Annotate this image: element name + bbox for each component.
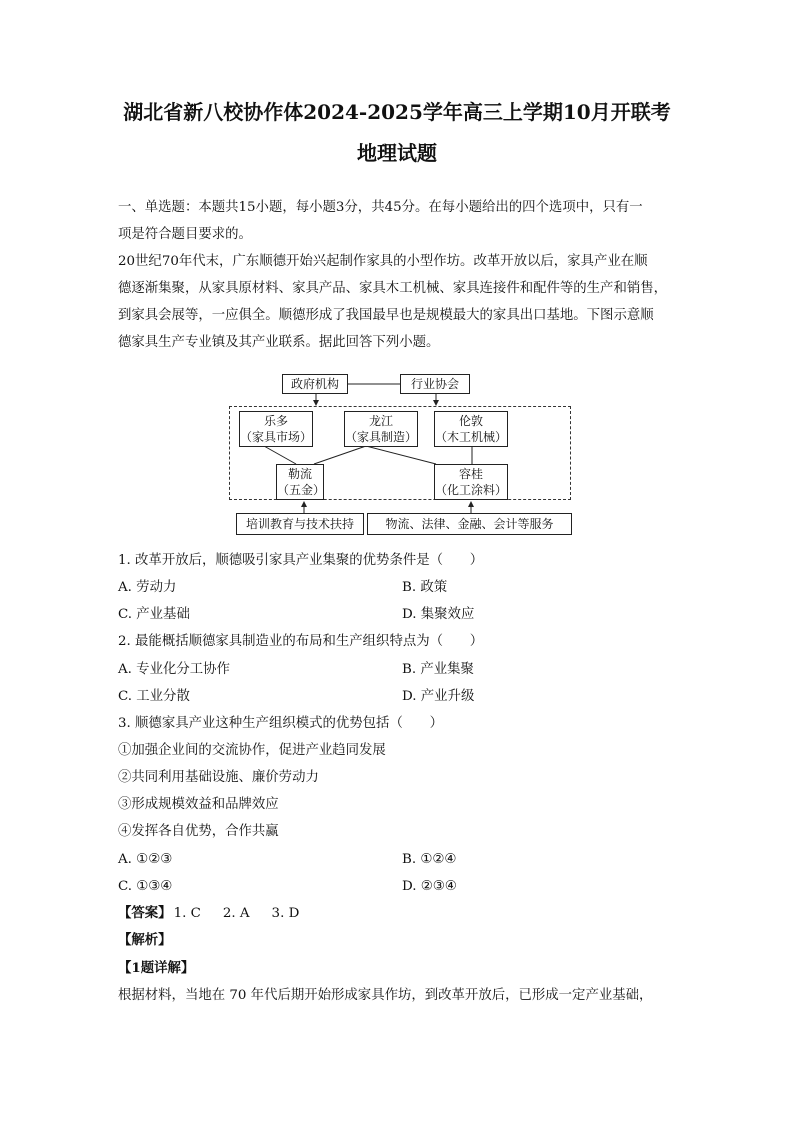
town-name: 伦敦: [458, 414, 483, 428]
analysis-label: 【解析】: [118, 932, 172, 948]
q2-option-d: D. 产业升级: [402, 689, 475, 704]
material-line: 20世纪70年代末，广东顺德开始兴起制作家具的小型作坊。改革开放以后，家具产业在顺: [118, 254, 648, 269]
town-industry: （木工机械）: [435, 430, 508, 444]
question-2-stem: 2. 最能概括顺德家具制造业的布局和生产组织特点为（ ）: [118, 634, 484, 649]
answer-label: 【答案】: [118, 905, 172, 921]
answer-1: 1. C: [173, 906, 201, 921]
town-industry: （家具市场）: [240, 430, 313, 444]
q1-option-a: A. 劳动力: [118, 580, 177, 595]
material-line: 到家具会展等，一应俱全。顺德形成了我国最早也是规模最大的家具出口基地。下图示意顺: [118, 308, 654, 323]
town-leduo-box: [239, 411, 313, 447]
instructions-line: 项是符合题目要求的。: [118, 227, 252, 242]
answer-2: 2. A: [222, 906, 250, 921]
services-box: 物流、法律、金融、会计等服务: [367, 513, 572, 535]
exam-title: 湖北省新八校协作体2024-2025学年高三上学期10月开联考: [123, 100, 671, 124]
industry-association-box: 行业协会: [400, 374, 470, 394]
town-longjiang-box: [344, 411, 418, 447]
question-3-stem: 3. 顺德家具产业这种生产组织模式的优势包括（ ）: [118, 716, 444, 731]
training-support-box: 培训教育与技术扶持: [236, 513, 364, 535]
town-industry: （五金）: [277, 483, 326, 497]
q3-statement-2: ②共同利用基础设施、廉价劳动力: [118, 770, 319, 785]
section-instructions: [118, 194, 683, 248]
q2-option-c: C. 工业分散: [118, 689, 190, 704]
q3-option-d: D. ②③④: [402, 879, 457, 894]
q3-option-a: A. ①②③: [118, 852, 173, 867]
government-box: 政府机构: [282, 374, 348, 394]
material-paragraph: [118, 248, 683, 356]
q2-option-a: A. 专业化分工协作: [118, 662, 230, 677]
q1-option-b: B. 政策: [402, 580, 448, 595]
exam-subject-title: 地理试题: [357, 141, 437, 165]
q3-statement-3: ③形成规模效益和品牌效应: [118, 797, 279, 812]
q3-statement-4: ④发挥各自优势，合作共赢: [118, 824, 279, 839]
q3-option-c: C. ①③④: [118, 879, 173, 894]
town-ronggui-box: [434, 464, 508, 500]
town-industry: （家具制造）: [345, 430, 418, 444]
q3-statement-1: ①加强企业间的交流协作，促进产业趋同发展: [118, 743, 386, 758]
town-industry: （化工涂料）: [435, 483, 508, 497]
q2-option-b: B. 产业集聚: [402, 662, 474, 677]
answer-line: [118, 900, 321, 927]
q3-option-b: B. ①②④: [402, 852, 457, 867]
q1-option-d: D. 集聚效应: [402, 607, 475, 622]
instructions-line: 一、单选题：本题共15小题，每小题3分，共45分。在每小题给出的四个选项中，只有一: [118, 200, 643, 215]
material-line: 德家具生产专业镇及其产业联系。据此回答下列小题。: [118, 335, 440, 350]
q1-analysis-text: 根据材料，当地在 70 年代后期开始形成家具作坊，到改革开放后，已形成一定产业基础，: [118, 988, 653, 1003]
town-lunjiao-box: [434, 411, 508, 447]
industry-linkage-diagram: [224, 369, 576, 539]
q1-analysis-label: 【1题详解】: [118, 960, 195, 976]
town-leliu-box: [276, 464, 324, 500]
question-1-stem: 1. 改革开放后，顺德吸引家具产业集聚的优势条件是（ ）: [118, 553, 484, 568]
town-name: 勒流: [287, 467, 312, 481]
town-name: 容桂: [458, 467, 483, 481]
answer-3: 3. D: [271, 906, 300, 921]
town-name: 龙江: [368, 414, 393, 428]
town-name: 乐多: [263, 414, 288, 428]
material-line: 德逐渐集聚，从家具原材料、家具产品、家具木工机械、家具连接件和配件等的生产和销售，: [118, 281, 668, 296]
q1-option-c: C. 产业基础: [118, 607, 190, 622]
